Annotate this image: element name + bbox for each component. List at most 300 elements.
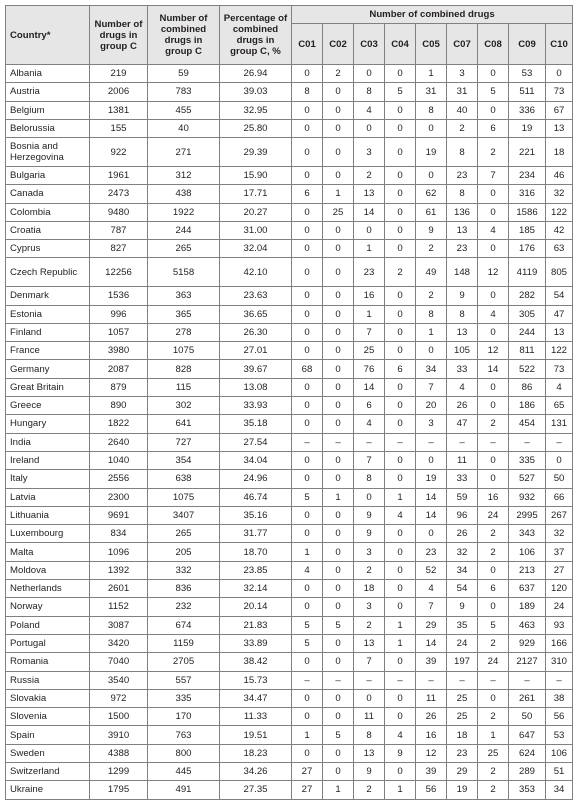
cell-group-c08: –: [478, 671, 509, 689]
cell-group-c01: 0: [292, 506, 323, 524]
cell-country: Ukraine: [6, 781, 90, 799]
cell-country: Poland: [6, 616, 90, 634]
cell-group-c10: 51: [546, 762, 573, 780]
cell-group-c01: 68: [292, 360, 323, 378]
cell-group-c07: 24: [447, 634, 478, 652]
cell-group-c05: 7: [416, 598, 447, 616]
cell-group-c01: 5: [292, 488, 323, 506]
cell-group-c03: 1: [354, 305, 385, 323]
cell-group-c08: 2: [478, 415, 509, 433]
cell-group-c02: 0: [323, 634, 354, 652]
cell-group-c09: 221: [509, 138, 546, 167]
cell-group-c04: 0: [385, 415, 416, 433]
cell-group-c03: 2: [354, 166, 385, 184]
cell-country: Romania: [6, 653, 90, 671]
cell-country: Italy: [6, 470, 90, 488]
cell-group-c01: 0: [292, 203, 323, 221]
cell-group-c08: 0: [478, 598, 509, 616]
cell-group-c01: 27: [292, 781, 323, 799]
cell-group-c07: 33: [447, 360, 478, 378]
cell-group-c09: 343: [509, 525, 546, 543]
cell-group-c08: 4: [478, 305, 509, 323]
cell-number-of-drugs: 2473: [90, 185, 148, 203]
cell-group-c05: 8: [416, 305, 447, 323]
cell-number-of-combined: 244: [148, 221, 220, 239]
cell-group-c08: 2: [478, 781, 509, 799]
cell-group-c05: 56: [416, 781, 447, 799]
cell-number-of-drugs: 972: [90, 689, 148, 707]
cell-group-c04: 9: [385, 744, 416, 762]
cell-number-of-drugs: 7040: [90, 653, 148, 671]
cell-group-c02: 0: [323, 470, 354, 488]
cell-group-c09: 189: [509, 598, 546, 616]
cell-group-c08: 0: [478, 470, 509, 488]
cell-percentage: 13.08: [220, 378, 292, 396]
table-row: [6, 185, 573, 203]
cell-group-c05: 4: [416, 580, 447, 598]
cell-percentage: 34.26: [220, 762, 292, 780]
cell-group-c10: 0: [546, 65, 573, 83]
cell-group-c10: 50: [546, 470, 573, 488]
cell-group-c10: 13: [546, 323, 573, 341]
cell-group-c05: 3: [416, 415, 447, 433]
cell-group-c07: 9: [447, 287, 478, 305]
cell-country: Cyprus: [6, 240, 90, 258]
cell-group-c08: 2: [478, 634, 509, 652]
cell-group-c08: 0: [478, 451, 509, 469]
cell-group-c03: 4: [354, 415, 385, 433]
cell-group-c09: 929: [509, 634, 546, 652]
table-row: [6, 166, 573, 184]
cell-group-c07: 19: [447, 781, 478, 799]
cell-number-of-drugs: 890: [90, 397, 148, 415]
cell-group-c10: 65: [546, 397, 573, 415]
cell-percentage: 42.10: [220, 258, 292, 287]
cell-group-c01: 0: [292, 65, 323, 83]
cell-country: Greece: [6, 397, 90, 415]
cell-group-c03: 9: [354, 525, 385, 543]
cell-group-c02: 25: [323, 203, 354, 221]
cell-group-c09: 454: [509, 415, 546, 433]
cell-group-c10: 805: [546, 258, 573, 287]
cell-group-c10: 0: [546, 451, 573, 469]
table-row: [6, 525, 573, 543]
cell-number-of-combined: 3407: [148, 506, 220, 524]
header-combined-by-group: Number of combined drugs: [292, 6, 573, 24]
cell-percentage: 19.51: [220, 726, 292, 744]
cell-group-c04: 0: [385, 598, 416, 616]
table-row: [6, 119, 573, 137]
cell-group-c01: 0: [292, 451, 323, 469]
table-row: [6, 342, 573, 360]
cell-group-c01: 0: [292, 305, 323, 323]
cell-group-c07: 105: [447, 342, 478, 360]
cell-group-c10: 73: [546, 360, 573, 378]
cell-group-c08: 4: [478, 221, 509, 239]
cell-group-c08: 0: [478, 287, 509, 305]
cell-percentage: 18.23: [220, 744, 292, 762]
cell-group-c04: 0: [385, 378, 416, 396]
cell-group-c09: 1586: [509, 203, 546, 221]
cell-group-c05: 14: [416, 634, 447, 652]
cell-group-c03: 6: [354, 397, 385, 415]
cell-number-of-drugs: 2601: [90, 580, 148, 598]
cell-group-c04: –: [385, 671, 416, 689]
table-body: [6, 65, 573, 800]
cell-group-c07: 33: [447, 470, 478, 488]
cell-percentage: 26.94: [220, 65, 292, 83]
table-row: [6, 83, 573, 101]
cell-group-c08: 5: [478, 83, 509, 101]
cell-group-c01: 0: [292, 323, 323, 341]
table-row: [6, 221, 573, 239]
cell-group-c04: 6: [385, 360, 416, 378]
cell-group-c07: 40: [447, 101, 478, 119]
cell-group-c10: 24: [546, 598, 573, 616]
cell-number-of-drugs: 2006: [90, 83, 148, 101]
cell-group-c08: 2: [478, 138, 509, 167]
cell-group-c09: 305: [509, 305, 546, 323]
cell-country: Latvia: [6, 488, 90, 506]
cell-group-c04: 1: [385, 634, 416, 652]
cell-group-c02: 0: [323, 744, 354, 762]
cell-number-of-drugs: 1961: [90, 166, 148, 184]
cell-group-c05: –: [416, 433, 447, 451]
cell-group-c09: 185: [509, 221, 546, 239]
cell-group-c10: 120: [546, 580, 573, 598]
cell-group-c03: 3: [354, 598, 385, 616]
cell-group-c08: 2: [478, 543, 509, 561]
cell-group-c04: 1: [385, 781, 416, 799]
cell-group-c10: 4: [546, 378, 573, 396]
cell-group-c08: 25: [478, 744, 509, 762]
table-row: [6, 65, 573, 83]
cell-group-c08: 6: [478, 119, 509, 137]
cell-percentage: 31.00: [220, 221, 292, 239]
cell-percentage: 11.33: [220, 708, 292, 726]
cell-number-of-drugs: 1040: [90, 451, 148, 469]
cell-number-of-combined: 365: [148, 305, 220, 323]
cell-group-c07: 29: [447, 762, 478, 780]
cell-group-c05: 0: [416, 119, 447, 137]
cell-group-c01: –: [292, 671, 323, 689]
cell-country: Luxembourg: [6, 525, 90, 543]
cell-group-c05: 52: [416, 561, 447, 579]
cell-group-c07: 136: [447, 203, 478, 221]
cell-group-c10: 66: [546, 488, 573, 506]
cell-group-c07: 31: [447, 83, 478, 101]
cell-group-c04: 0: [385, 525, 416, 543]
cell-group-c03: 76: [354, 360, 385, 378]
cell-number-of-combined: 641: [148, 415, 220, 433]
cell-country: Canada: [6, 185, 90, 203]
cell-percentage: 32.14: [220, 580, 292, 598]
cell-group-c09: 289: [509, 762, 546, 780]
cell-group-c10: 13: [546, 119, 573, 137]
cell-group-c07: 18: [447, 726, 478, 744]
table-row: [6, 543, 573, 561]
cell-group-c02: 0: [323, 506, 354, 524]
cell-group-c09: 19: [509, 119, 546, 137]
table-row: [6, 671, 573, 689]
cell-group-c03: 0: [354, 65, 385, 83]
cell-group-c05: 12: [416, 744, 447, 762]
cell-group-c04: 4: [385, 506, 416, 524]
cell-group-c01: 27: [292, 762, 323, 780]
cell-group-c07: 13: [447, 221, 478, 239]
cell-group-c01: 0: [292, 221, 323, 239]
cell-percentage: 24.96: [220, 470, 292, 488]
cell-group-c04: 4: [385, 726, 416, 744]
cell-percentage: 26.30: [220, 323, 292, 341]
cell-group-c07: 47: [447, 415, 478, 433]
cell-number-of-drugs: 1392: [90, 561, 148, 579]
cell-number-of-drugs: 834: [90, 525, 148, 543]
cell-percentage: 25.80: [220, 119, 292, 137]
cell-group-c08: 5: [478, 616, 509, 634]
header-group-c02: C02: [323, 24, 354, 65]
cell-group-c10: 267: [546, 506, 573, 524]
cell-group-c05: 0: [416, 342, 447, 360]
cell-number-of-drugs: 9691: [90, 506, 148, 524]
cell-group-c07: 3: [447, 65, 478, 83]
cell-group-c03: 0: [354, 221, 385, 239]
cell-group-c04: 0: [385, 543, 416, 561]
cell-group-c02: –: [323, 433, 354, 451]
cell-number-of-combined: 354: [148, 451, 220, 469]
cell-group-c01: 0: [292, 689, 323, 707]
cell-country: Albania: [6, 65, 90, 83]
cell-group-c03: 14: [354, 203, 385, 221]
cell-group-c10: 54: [546, 287, 573, 305]
cell-group-c03: 9: [354, 762, 385, 780]
table-row: [6, 744, 573, 762]
cell-group-c03: 7: [354, 653, 385, 671]
table-row: [6, 397, 573, 415]
cell-group-c03: 13: [354, 744, 385, 762]
cell-number-of-drugs: 879: [90, 378, 148, 396]
cell-group-c03: 7: [354, 323, 385, 341]
cell-group-c02: 0: [323, 119, 354, 137]
cell-number-of-drugs: 1152: [90, 598, 148, 616]
cell-group-c02: 0: [323, 166, 354, 184]
header-group-c08: C08: [478, 24, 509, 65]
cell-number-of-drugs: 1299: [90, 762, 148, 780]
cell-group-c07: –: [447, 433, 478, 451]
cell-group-c07: 13: [447, 323, 478, 341]
cell-country: Netherlands: [6, 580, 90, 598]
cell-group-c01: 0: [292, 166, 323, 184]
cell-group-c09: 176: [509, 240, 546, 258]
cell-group-c07: 8: [447, 185, 478, 203]
cell-group-c03: 23: [354, 258, 385, 287]
cell-country: Spain: [6, 726, 90, 744]
cell-group-c10: 93: [546, 616, 573, 634]
cell-country: Slovenia: [6, 708, 90, 726]
cell-country: Slovakia: [6, 689, 90, 707]
cell-percentage: 34.47: [220, 689, 292, 707]
cell-percentage: 38.42: [220, 653, 292, 671]
cell-group-c03: 11: [354, 708, 385, 726]
cell-number-of-combined: 491: [148, 781, 220, 799]
cell-group-c04: 0: [385, 708, 416, 726]
cell-group-c10: 32: [546, 525, 573, 543]
cell-group-c08: 12: [478, 342, 509, 360]
table-row: [6, 488, 573, 506]
cell-group-c07: 59: [447, 488, 478, 506]
cell-number-of-combined: 59: [148, 65, 220, 83]
cell-number-of-combined: 674: [148, 616, 220, 634]
cell-number-of-drugs: 922: [90, 138, 148, 167]
cell-group-c09: 647: [509, 726, 546, 744]
cell-country: Russia: [6, 671, 90, 689]
cell-group-c07: 25: [447, 689, 478, 707]
cell-group-c05: 19: [416, 138, 447, 167]
cell-country: Bulgaria: [6, 166, 90, 184]
cell-country: France: [6, 342, 90, 360]
cell-group-c02: –: [323, 671, 354, 689]
cell-group-c05: 26: [416, 708, 447, 726]
cell-group-c05: 7: [416, 378, 447, 396]
header-number-of-combined-drugs: Number of combined drugs in group C: [148, 6, 220, 65]
cell-country: Malta: [6, 543, 90, 561]
cell-group-c03: 16: [354, 287, 385, 305]
cell-group-c03: 8: [354, 83, 385, 101]
table-row: [6, 580, 573, 598]
cell-group-c02: 0: [323, 708, 354, 726]
cell-group-c02: 0: [323, 762, 354, 780]
cell-number-of-combined: 1075: [148, 342, 220, 360]
cell-group-c08: 7: [478, 166, 509, 184]
cell-group-c02: 0: [323, 525, 354, 543]
table-row: [6, 258, 573, 287]
cell-number-of-drugs: 1822: [90, 415, 148, 433]
cell-percentage: 15.73: [220, 671, 292, 689]
table-row: [6, 305, 573, 323]
cell-group-c10: 67: [546, 101, 573, 119]
cell-group-c05: 14: [416, 488, 447, 506]
header-group-c01: C01: [292, 24, 323, 65]
cell-country: Austria: [6, 83, 90, 101]
cell-group-c02: 0: [323, 138, 354, 167]
cell-country: Sweden: [6, 744, 90, 762]
cell-number-of-combined: 783: [148, 83, 220, 101]
cell-group-c08: 0: [478, 240, 509, 258]
cell-group-c01: 0: [292, 138, 323, 167]
table-row: [6, 726, 573, 744]
cell-group-c10: –: [546, 433, 573, 451]
cell-country: Colombia: [6, 203, 90, 221]
cell-group-c04: 0: [385, 397, 416, 415]
cell-group-c03: 13: [354, 185, 385, 203]
cell-number-of-combined: 170: [148, 708, 220, 726]
cell-number-of-combined: 2705: [148, 653, 220, 671]
cell-number-of-drugs: 1096: [90, 543, 148, 561]
combined-drugs-table: [5, 5, 573, 800]
cell-group-c09: –: [509, 433, 546, 451]
cell-group-c08: –: [478, 433, 509, 451]
table-row: [6, 101, 573, 119]
cell-group-c01: 0: [292, 119, 323, 137]
cell-group-c09: 4119: [509, 258, 546, 287]
cell-country: Estonia: [6, 305, 90, 323]
cell-group-c09: –: [509, 671, 546, 689]
cell-group-c01: 1: [292, 543, 323, 561]
cell-group-c03: 0: [354, 689, 385, 707]
cell-group-c01: 0: [292, 287, 323, 305]
cell-group-c07: 8: [447, 138, 478, 167]
cell-group-c07: –: [447, 671, 478, 689]
cell-group-c07: 197: [447, 653, 478, 671]
cell-group-c05: –: [416, 671, 447, 689]
cell-group-c08: 1: [478, 726, 509, 744]
cell-number-of-combined: 205: [148, 543, 220, 561]
cell-group-c01: 1: [292, 726, 323, 744]
cell-number-of-drugs: 3420: [90, 634, 148, 652]
cell-percentage: 23.85: [220, 561, 292, 579]
cell-number-of-drugs: 1795: [90, 781, 148, 799]
cell-percentage: 27.35: [220, 781, 292, 799]
cell-group-c10: 46: [546, 166, 573, 184]
cell-number-of-combined: 638: [148, 470, 220, 488]
table-row: [6, 415, 573, 433]
cell-number-of-drugs: 2640: [90, 433, 148, 451]
table-row: [6, 378, 573, 396]
table-row: [6, 433, 573, 451]
table-row: [6, 561, 573, 579]
cell-group-c10: 47: [546, 305, 573, 323]
cell-group-c10: –: [546, 671, 573, 689]
cell-group-c01: 4: [292, 561, 323, 579]
cell-group-c05: 9: [416, 221, 447, 239]
cell-group-c07: 23: [447, 744, 478, 762]
cell-percentage: 32.95: [220, 101, 292, 119]
cell-group-c09: 932: [509, 488, 546, 506]
table-row: [6, 781, 573, 799]
header-number-of-drugs: Number of drugs in group C: [90, 6, 148, 65]
cell-group-c08: 0: [478, 203, 509, 221]
cell-group-c04: 5: [385, 83, 416, 101]
header-group-c03: C03: [354, 24, 385, 65]
cell-number-of-combined: 455: [148, 101, 220, 119]
cell-group-c08: 2: [478, 525, 509, 543]
cell-group-c02: 0: [323, 653, 354, 671]
cell-percentage: 39.03: [220, 83, 292, 101]
cell-group-c03: 3: [354, 138, 385, 167]
cell-group-c05: 34: [416, 360, 447, 378]
cell-group-c09: 2127: [509, 653, 546, 671]
cell-group-c04: –: [385, 433, 416, 451]
cell-group-c10: 106: [546, 744, 573, 762]
header-group-c04: C04: [385, 24, 416, 65]
cell-number-of-drugs: 219: [90, 65, 148, 83]
cell-group-c01: 0: [292, 101, 323, 119]
cell-country: Hungary: [6, 415, 90, 433]
cell-group-c05: 0: [416, 166, 447, 184]
cell-percentage: 31.77: [220, 525, 292, 543]
cell-group-c07: 8: [447, 305, 478, 323]
cell-group-c08: 6: [478, 580, 509, 598]
cell-group-c04: 0: [385, 451, 416, 469]
cell-group-c10: 27: [546, 561, 573, 579]
cell-group-c05: 11: [416, 689, 447, 707]
cell-group-c02: 0: [323, 360, 354, 378]
cell-number-of-combined: 335: [148, 689, 220, 707]
cell-group-c04: 0: [385, 580, 416, 598]
cell-group-c09: 316: [509, 185, 546, 203]
cell-group-c01: –: [292, 433, 323, 451]
cell-country: Belorussia: [6, 119, 90, 137]
